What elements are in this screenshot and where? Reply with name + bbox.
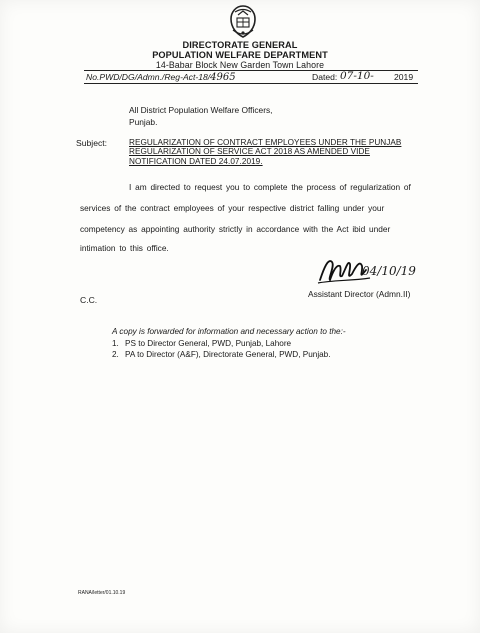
header-title: DIRECTORATE GENERAL [182,40,298,50]
government-emblem-icon [226,4,260,40]
cc-item-text: PA to Director (A&F), Directorate General, PWD, Punjab. [125,350,331,359]
addressee-line: Punjab. [129,117,158,127]
signature-date: 04/10/19 [362,264,416,278]
subject-label: Subject: [76,138,108,148]
subject-line: NOTIFICATION DATED 24.07.2019. [129,157,263,166]
reference-rule-bottom [84,83,418,84]
footer-code: RANA/letter/01.10.19 [78,590,126,596]
body-line: competency as appointing authority strictly in accordance with the Act ibid under [80,224,391,234]
cc-label: C.C. [80,295,98,305]
cc-intro: A copy is forwarded for information and necessary action to the:- [112,327,346,336]
cc-item-number: 2. [112,350,119,359]
date-year: 2019 [394,72,414,82]
signatory-title: Assistant Director (Admn.II) [308,289,411,299]
reference-number-printed: No.PWD/DG/Admn./Reg-Act-18/ [86,72,211,82]
reference-number [86,72,236,83]
header-department: POPULATION WELFARE DEPARTMENT [152,50,328,60]
body-line: intimation to this office. [80,243,169,253]
reference-number-handwritten: 4965 [210,72,236,83]
addressee-line: All District Population Welfare Officers, [129,105,273,115]
date-label: Dated: [312,72,338,82]
body-line: I am directed to request you to complete the process of regularization of [129,182,411,192]
subject-line: REGULARIZATION OF CONTRACT EMPLOYEES UNDER THE PUNJAB [129,138,402,147]
date-handwritten: 07-10- [340,70,374,82]
subject-line: REGULARIZATION OF SERVICE ACT 2018 AS AMENDED VIDE [129,147,370,156]
cc-item-text: PS to Director General, PWD, Punjab, Lahore [125,339,292,348]
body-line: services of the contract employees of your respective district falling under your [80,203,385,213]
header-address: 14-Babar Block New Garden Town Lahore [155,60,325,70]
cc-item-number: 1. [112,339,119,348]
